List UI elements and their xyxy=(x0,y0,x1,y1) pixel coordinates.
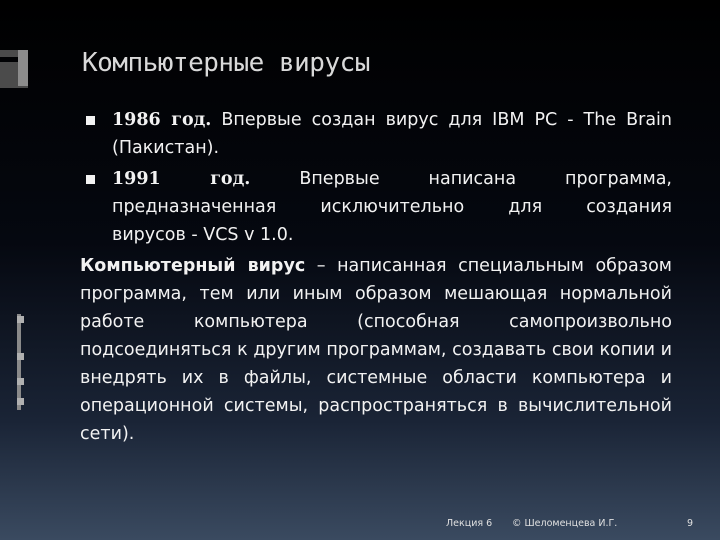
footer-lecture: Лекция 6 xyxy=(446,518,493,529)
slide-content xyxy=(80,106,672,448)
bullet-text-line: предназначенная исключительно для создания xyxy=(112,197,672,217)
decor-bar xyxy=(17,316,24,323)
slide-title: Компьютерные вирусы xyxy=(82,48,370,78)
bullet-marker-icon xyxy=(86,116,95,125)
decor-bar xyxy=(17,398,24,405)
definition-paragraph xyxy=(80,252,672,448)
bullet-text: Впервые написана программа, xyxy=(299,169,672,189)
footer-author: © Шеломенцева И.Г. xyxy=(512,518,618,529)
bullet-item xyxy=(80,165,672,249)
bullet-text: Впервые создан вирус для IBM PC - The Brain (Пакистан). xyxy=(112,110,672,158)
bullet-item xyxy=(80,106,672,162)
bullet-text-line xyxy=(112,165,672,193)
bullet-marker-icon xyxy=(86,175,95,184)
footer-page-number: 9 xyxy=(687,518,694,529)
bullet-year: 1991 год. xyxy=(112,169,251,189)
decor-bar xyxy=(17,314,21,410)
bullet-text-line: вирусов - VCS v 1.0. xyxy=(112,225,294,245)
definition-text: – написанная специальным образом программа, тем или иным образом мешающая нормальной работе компьютера (способная самопроизвольно подсоединяться к другим программам, создавать свои копии и внедрять их в файлы, системные области компьютера и операционной системы, распространяться в вычислительной сети). xyxy=(80,256,672,444)
decor-bar xyxy=(17,378,24,385)
decor-bar xyxy=(17,353,24,360)
bullet-year: 1986 год. xyxy=(112,110,212,130)
decor-bar xyxy=(18,50,28,86)
definition-term: Компьютерный вирус xyxy=(80,256,306,276)
